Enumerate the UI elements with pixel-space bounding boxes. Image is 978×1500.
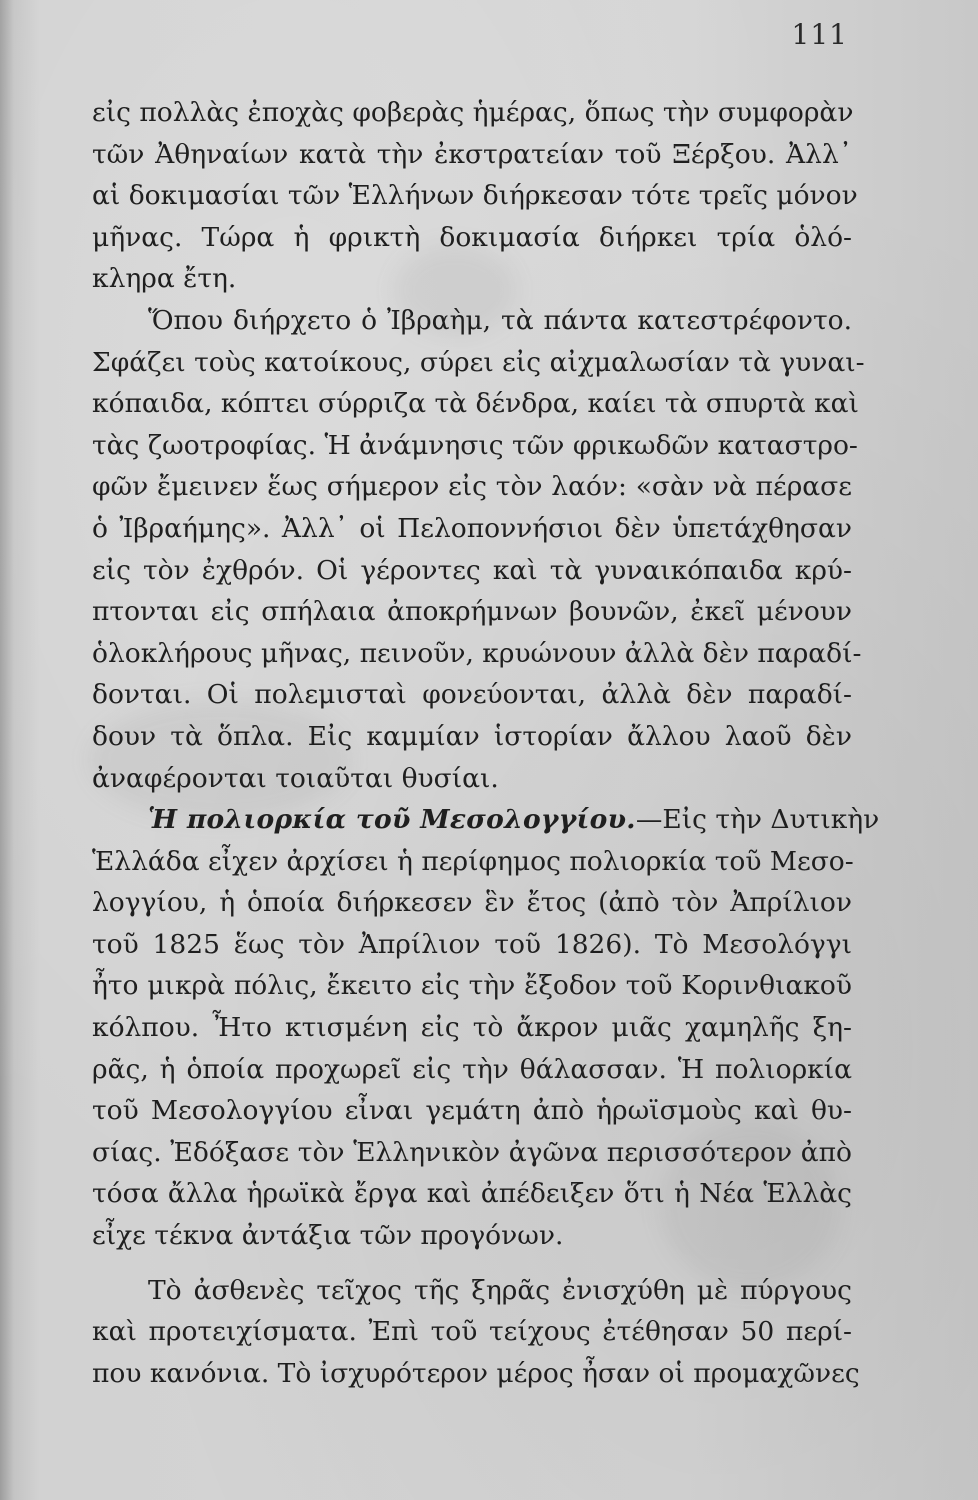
section-heading-continuation: —Εἰς τὴν Δυτικὴν [635, 804, 880, 836]
text-line: αἱ δοκιμασίαι τῶν Ἑλλήνων διήρκεσαν τότε τρεῖς μόνον [92, 180, 858, 212]
text-line: πτονται εἰς σπήλαια ἀποκρήμνων βουνῶν, ἐκεῖ μένουν [92, 596, 852, 628]
text-line: εἶχε τέκνα ἀντάξια τῶν προγόνων. [92, 1220, 564, 1252]
text-line: καὶ προτειχίσματα. Ἐπὶ τοῦ τείχους ἐτέθησαν 50 περί- [92, 1316, 852, 1348]
section-heading: Ἡ πολιορκία τοῦ Μεσολογγίου. [148, 804, 636, 836]
text-line: κληρα ἔτη. [92, 263, 237, 295]
text-line: που κανόνια. Τὸ ἰσχυρότερον μέρος ἦσαν οἱ προμαχῶνες [92, 1357, 860, 1389]
text-line: κόπαιδα, κόπτει σύρριζα τὰ δένδρα, καίει τὰ σπυρτὰ καὶ [92, 388, 859, 420]
text-line: ὁλοκλήρους μῆνας, πεινοῦν, κρυώνουν ἀλλὰ δὲν παραδί- [92, 637, 862, 669]
text-line: τοῦ Μεσολογγίου εἶναι γεμάτη ἀπὸ ἡρωϊσμοὺς καὶ θυ- [92, 1095, 852, 1127]
text-line: ἀναφέρονται τοιαῦται θυσίαι. [92, 762, 499, 794]
text-line: τόσα ἄλλα ἡρωϊκὰ ἔργα καὶ ἀπέδειξεν ὅτι ἡ Νέα Ἑλλὰς [92, 1178, 852, 1210]
text-line: τῶν Ἀθηναίων κατὰ τὴν ἐκστρατείαν τοῦ Ξέρξου. Ἀλλ᾽ [92, 138, 852, 170]
text-line: Σφάζει τοὺς κατοίκους, σύρει εἰς αἰχμαλωσίαν τὰ γυναι- [92, 346, 865, 378]
text-line: τοῦ 1825 ἕως τὸν Ἀπρίλιον τοῦ 1826). Τὸ Μεσολόγγι [92, 928, 852, 960]
text-line: μῆνας. Τώρα ἡ φρικτὴ δοκιμασία διήρκει τρία ὁλό- [92, 221, 852, 253]
page-number: 111 [791, 18, 848, 51]
text-line: ὁ Ἰβραήμης». Ἀλλ᾽ οἱ Πελοποννήσιοι δὲν ὑπετάχθησαν [92, 512, 852, 544]
text-line: δονται. Οἱ πολεμισταὶ φονεύονται, ἀλλὰ δὲν παραδί- [92, 679, 852, 711]
text-line: λογγίου, ἡ ὁποία διήρκεσεν ἓν ἔτος (ἀπὸ τὸν Ἀπρίλιον [92, 887, 852, 919]
text-line: εἰς πολλὰς ἐποχὰς φοβερὰς ἡμέρας, ὅπως τὴν συμφορὰν [92, 97, 854, 128]
body-text [92, 92, 880, 1394]
text-line: ρᾶς, ἡ ὁποία προχωρεῖ εἰς τὴν θάλασσαν. Ἡ πολιορκία [92, 1053, 852, 1085]
text-line: κόλπου. Ἦτο κτισμένη εἰς τὸ ἄκρον μιᾶς χαμηλῆς ξη- [92, 1012, 852, 1044]
text-line: Ἑλλάδα εἶχεν ἀρχίσει ἡ περίφημος πολιορκία τοῦ Μεσο- [92, 845, 854, 877]
text-line: εἰς τὸν ἐχθρόν. Οἱ γέροντες καὶ τὰ γυναικόπαιδα κρύ- [92, 554, 852, 586]
text-line [92, 799, 880, 841]
text-line: ἦτο μικρὰ πόλις, ἔκειτο εἰς τὴν ἔξοδον τοῦ Κορινθιακοῦ [92, 970, 852, 1002]
text-line: φῶν ἔμεινεν ἕως σήμερον εἰς τὸν λαόν: «σὰν νὰ πέρασε [92, 471, 852, 503]
text-line: δουν τὰ ὅπλα. Εἰς καμμίαν ἱστορίαν ἄλλου λαοῦ δὲν [92, 720, 852, 752]
text-line: Τὸ ἀσθενὲς τεῖχος τῆς ξηρᾶς ἐνισχύθη μὲ πύργους [148, 1274, 852, 1306]
text-line: τὰς ζωοτροφίας. Ἡ ἀνάμνησις τῶν φρικωδῶν καταστρο- [92, 429, 858, 461]
text-line: Ὅπου διήρχετο ὁ Ἰβραὴμ, τὰ πάντα κατεστρέφοντο. [148, 304, 852, 336]
paragraph-gap [92, 1257, 852, 1270]
text-line: σίας. Ἐδόξασε τὸν Ἑλληνικὸν ἀγῶνα περισσότερον ἀπὸ [92, 1136, 852, 1168]
